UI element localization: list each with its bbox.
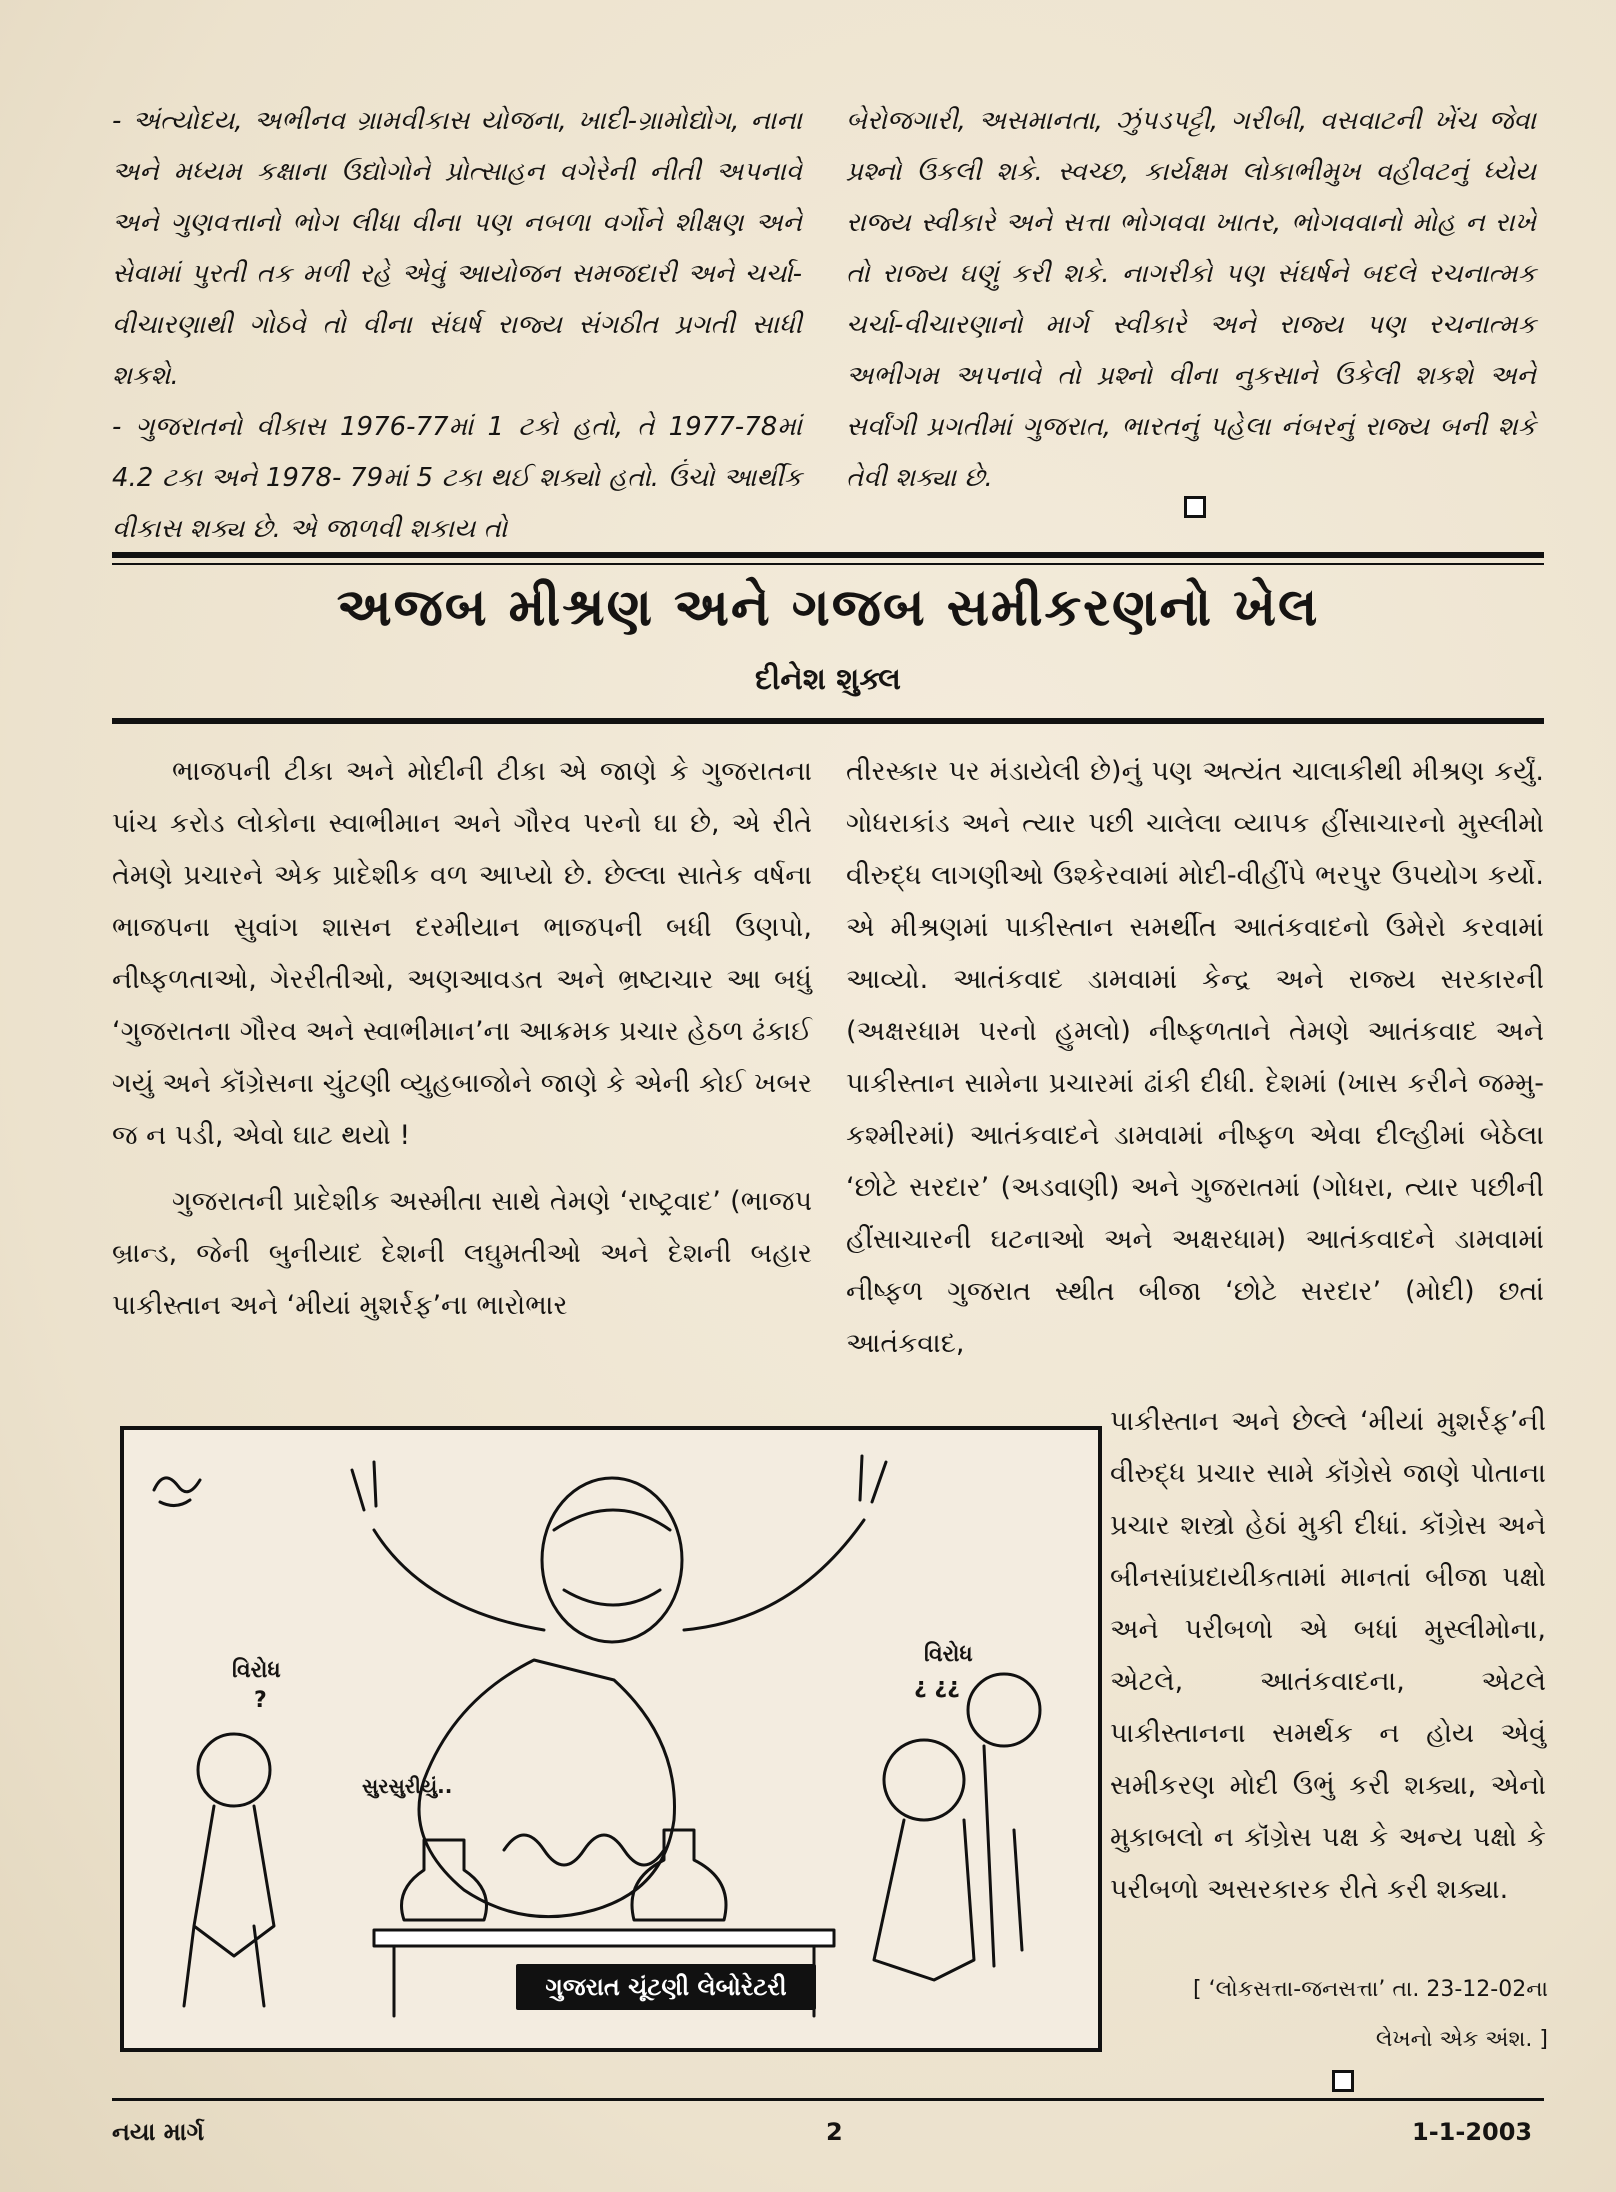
flask-right xyxy=(632,1830,726,1920)
left-figure-head xyxy=(198,1734,270,1806)
cartoon-sound-text: સુરસુરીયું.. xyxy=(362,1774,453,1798)
article-paragraph-3: તીરસ્કાર પર મંડાયેલી છે)નું પણ અત્યંત ચાલાકીથી મીશ્રણ કર્યું. ગોધરાકાંડ અને ત્યાર પછી ચાલેલા વ્યાપક હીંસાચારનો મુસ્લીમો વીરુદ્ધ લાગણીઓ ઉશ્કેરવામાં મોદી-વીહીંપે ભરપુર ઉપયોગ કર્યો. એ મીશ્રણમાં પાકીસ્તાન સમર્થીત આતંકવાદનો ઉમેરો કરવામાં આવ્યો. આતંકવાદ ડામવામાં કેન્દ્ર અને રાજ્ય સરકારની (અક્ષરધામ પરનો હુમલો) નીષ્ફળતાને તેમણે આતંકવાદ અને પાકીસ્તાન સામેના પ્રચારમાં ઢાંકી દીધી. દેશમાં (ખાસ કરીને જમ્મુ-કશ્મીરમાં) આતંકવાદને ડામવામાં નીષ્ફળ એવા દીલ્હીમાં બેઠેલા ‘છોટે સરદાર’ (અડવાણી) અને ગુજરાતમાં (ગોધરા, ત્યાર પછીની હીંસાચારની ઘટનાઓ અને અક્ષરધામ) આતંકવાદને ડામવામાં નીષ્ફળ ગુજરાત સ્થીત બીજા ‘છોટે સરદાર’ (મોદી) છતાં આતંકવાદ, xyxy=(846,756,1544,1359)
cartoon-label-left: વિરોધ xyxy=(232,1658,281,1683)
cartoon-label-left-mark: ? xyxy=(254,1688,267,1713)
article-right-column xyxy=(846,746,1544,1370)
headline-bottom-rule xyxy=(112,718,1544,724)
victory-hands xyxy=(352,1456,886,1510)
article-left-column xyxy=(112,746,812,1332)
source-citation-line-2: લેખનો એક અંશ. ] xyxy=(1375,2027,1548,2052)
footer-rule xyxy=(112,2098,1544,2101)
top-right-paragraph: બેરોજગારી, અસમાનતા, ઝુંપડપટ્ટી, ગરીબી, વસવાટની ખેંચ જેવા પ્રશ્નો ઉકલી શકે. સ્વચ્છ, કાર્યક્ષમ લોકાભીમુખ વહીવટનું ધ્યેય રાજ્ય સ્વીકારે અને સત્તા ભોગવવા ખાતર, ભોગવવાનો મોહ ન રાખે તો રાજ્ય ઘણું કરી શકે. નાગરીકો પણ સંઘર્ષને બદલે રચનાત્મક ચર્ચા-વીચારણાનો માર્ગ સ્વીકારે અને રાજ્ય પણ રચનાત્મક અભીગમ અપનાવે તો પ્રશ્નો વીના નુકસાને ઉકેલી શકશે અને સર્વાંગી પ્રગતીમાં ગુજરાત, ભારતનું પહેલા નંબરનું રાજ્ય બની શકે તેવી શક્યા છે. xyxy=(846,106,1536,493)
smoke-wisps xyxy=(504,1835,664,1865)
cartoon-label-right: વિરોધ xyxy=(924,1642,973,1667)
article-title: અજબ મીશ્રણ અને ગજબ સમીકરણનો ખેલ xyxy=(336,578,1320,638)
genie-arms xyxy=(374,1520,864,1630)
section-end-mark xyxy=(1184,496,1206,518)
cartoon-lab-sign: ગુજરાત ચૂંટણી લેબોરેટરી xyxy=(516,1964,816,2010)
article-narrow-column xyxy=(1110,1396,1546,1916)
cartoon-drawing xyxy=(124,1430,1098,2048)
cartoon-label-right-marks: ¿ ¿¿ xyxy=(914,1674,960,1699)
article-paragraph-1: ભાજપની ટીકા અને મોદીની ટીકા એ જાણે કે ગુજરાતના પાંચ કરોડ લોકોના સ્વાભીમાન અને ગૌરવ પરનો ઘા છે, એ રીતે તેમણે પ્રચારને એક પ્રાદેશીક વળ આપ્યો છે. છેલ્લા સાતેક વર્ષના ભાજપના સુવાંગ શાસન દરમીયાન ભાજપની બધી ઉણપો, નીષ્ફળતાઓ, ગેરરીતીઓ, અણઆવડત અને ભ્રષ્ટાચાર આ બધું ‘ગુજરાતના ગૌરવ અને સ્વાભીમાન’ના આક્રમક પ્રચાર હેઠળ ઢંકાઈ ગયું અને કૉંગ્રેસના ચુંટણી વ્યુહબાજોને જાણે કે એની કોઈ ખબર જ ન પડી, એવો ઘાટ થયો ! xyxy=(112,756,812,1151)
flask-left xyxy=(402,1840,487,1920)
footer-page-number: 2 xyxy=(826,2118,843,2146)
lab-bench-top xyxy=(374,1930,834,1946)
right-figure-head-2 xyxy=(968,1674,1040,1746)
headline-top-rule-thin xyxy=(112,563,1544,565)
source-citation-line-1: [ ‘લોકસત્તા-જનસત્તા’ તા. 23-12-02ના xyxy=(1193,1977,1548,2002)
microphone xyxy=(1014,1830,1022,1950)
right-figure-head-1 xyxy=(884,1740,964,1820)
artist-signature xyxy=(154,1478,200,1506)
top-right-column xyxy=(846,96,1536,504)
top-left-paragraph-2: - ગુજરાતનો વીકાસ 1976-77માં 1 ટકો હતો, તે 1977-78માં 4.2 ટકા અને 1978- 79માં 5 ટકા થઈ શક્યો હતો. ઉંચો આર્થીક વીકાસ શક્ય છે. એ જાળવી શકાય તો xyxy=(112,412,802,544)
right-figures-body xyxy=(874,1746,994,1980)
genie-body xyxy=(419,1660,675,1917)
footer-publication: નયા માર્ગ xyxy=(112,2118,205,2146)
article-paragraph-4: પાકીસ્તાન અને છેલ્લે ‘મીયાં મુશર્રફ’ની વીરુદ્ધ પ્રચાર સામે કૉંગ્રેસે જાણે પોતાના પ્રચાર શસ્ત્રો હેઠાં મુકી દીધાં. કૉંગ્રેસ અને બીનસાંપ્રદાયીકતામાં માનતાં બીજા પક્ષો અને પરીબળો એ બધાં મુસ્લીમોના, એટલે, આતંકવાદના, એટલે પાકીસ્તાનના સમર્થક ન હોય એવું સમીકરણ મોદી ઉભું કરી શક્યા, એનો મુકાબલો ન કૉંગ્રેસ પક્ષ કે અન્ય પક્ષો કે પરીબળો અસરકારક રીતે કરી શક્યા. xyxy=(1110,1406,1546,1905)
footer-date: 1-1-2003 xyxy=(1412,2118,1533,2146)
article-paragraph-2: ગુજરાતની પ્રાદેશીક અસ્મીતા સાથે તેમણે ‘રાષ્ટ્રવાદ’ (ભાજપ બ્રાન્ડ, જેની બુનીયાદ દેશની લઘુમતીઓ અને દેશની બહાર પાકીસ્તાન અને ‘મીયાં મુશર્રફ’ના ભારોભાર xyxy=(112,1186,812,1321)
headline-top-rule xyxy=(112,552,1544,558)
article-author: દીનેશ શુક્લ xyxy=(755,662,901,697)
top-left-column xyxy=(112,96,802,555)
political-cartoon xyxy=(120,1426,1102,2052)
genie-head xyxy=(542,1478,682,1642)
left-figure-body xyxy=(184,1806,274,2006)
article-end-mark xyxy=(1332,2070,1354,2092)
top-left-paragraph-1: - અંત્યોદય, અભીનવ ગ્રામવીકાસ યોજના, ખાદી-ગ્રામોદ્યોગ, નાના અને મધ્યમ કક્ષાના ઉદ્યોગોને પ્રોત્સાહન વગેરેની નીતી અપનાવે અને ગુણવત્તાનો ભોગ લીધા વીના પણ નબળા વર્ગોને શીક્ષણ અને સેવામાં પુરતી તક મળી રહે એવું આયોજન સમજદારી અને ચર્ચા-વીચારણાથી ગોઠવે તો વીના સંઘર્ષ રાજ્ય સંગઠીત પ્રગતી સાધી શકશે. xyxy=(112,106,802,391)
